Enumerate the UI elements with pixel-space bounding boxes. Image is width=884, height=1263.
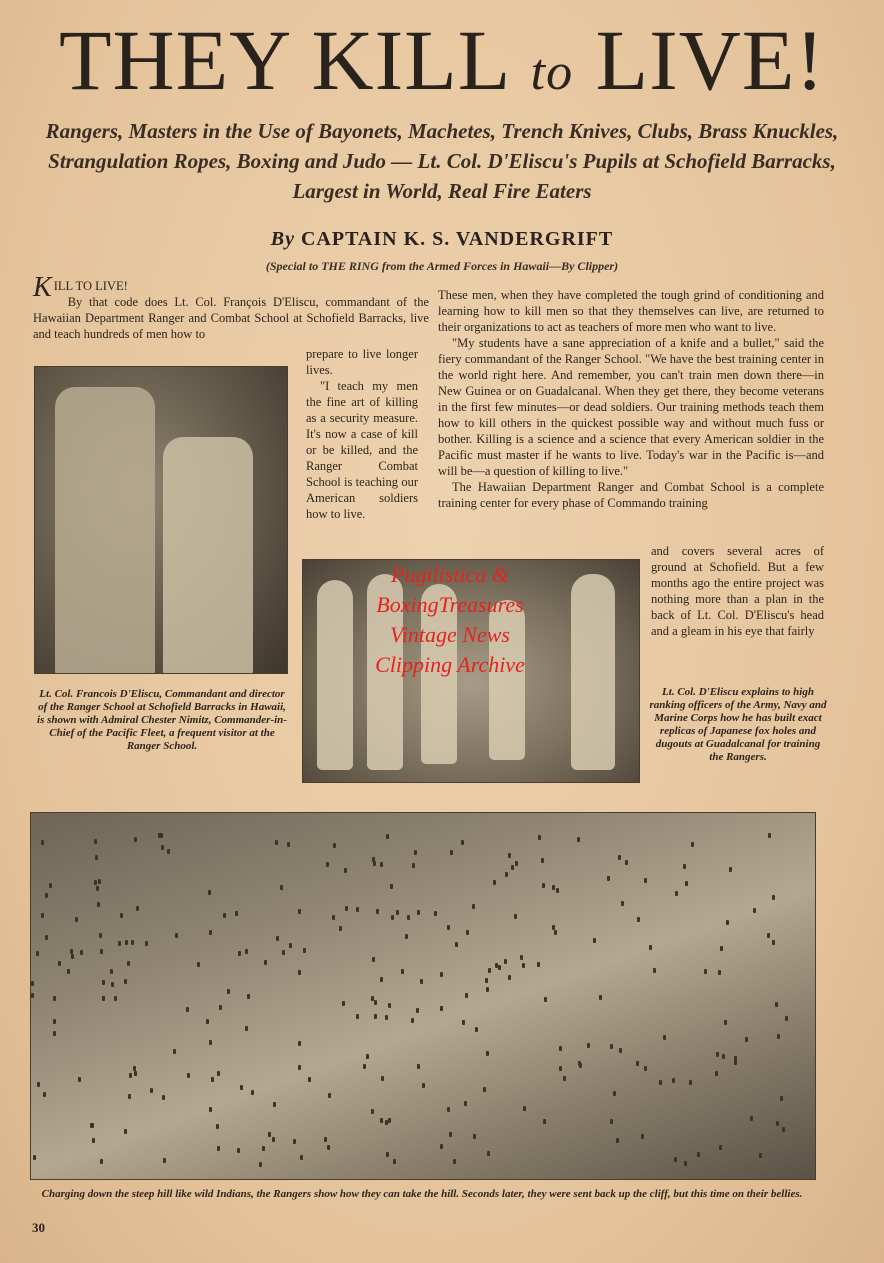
soldier-figure: [440, 1144, 443, 1149]
soldier-figure: [187, 1073, 190, 1078]
soldier-figure: [407, 915, 410, 920]
soldier-figure: [729, 867, 732, 872]
soldier-figure: [328, 1093, 331, 1098]
soldier-figure: [209, 1107, 212, 1112]
soldier-figure: [287, 842, 290, 847]
soldier-figure: [45, 893, 48, 898]
soldier-figure: [94, 839, 97, 844]
soldier-figure: [380, 977, 383, 982]
article-lead: ILL TO LIVE!: [53, 279, 128, 293]
soldier-figure: [554, 930, 557, 935]
soldier-figure: [396, 910, 399, 915]
headline-part-3: LIVE!: [573, 12, 826, 108]
soldier-figure: [613, 1091, 616, 1096]
article-column-right-narrow: [651, 543, 824, 639]
soldier-figure: [124, 979, 127, 984]
soldier-figure: [303, 948, 306, 953]
soldier-figure: [237, 1148, 240, 1153]
soldier-figure: [683, 864, 686, 869]
soldier-figure: [607, 876, 610, 881]
soldier-figure: [388, 1118, 391, 1123]
headline-part-2: to: [530, 44, 574, 101]
figure-officer-left: [55, 387, 155, 674]
soldier-figure: [209, 930, 212, 935]
soldier-figure: [289, 943, 292, 948]
soldier-figure: [505, 872, 508, 877]
soldier-figure: [716, 1052, 719, 1057]
soldier-figure: [53, 1019, 56, 1024]
soldier-figure: [473, 1134, 476, 1139]
soldier-figure: [245, 949, 248, 954]
soldier-figure: [718, 970, 721, 975]
soldier-figure: [440, 1006, 443, 1011]
photo-rangers-charging-hill: [30, 812, 816, 1180]
soldier-figure: [223, 913, 226, 918]
soldier-figure: [114, 996, 117, 1001]
soldier-figure: [453, 1159, 456, 1164]
soldier-figure: [386, 834, 389, 839]
soldier-figure: [726, 920, 729, 925]
soldier-figure: [94, 880, 97, 885]
soldier-figure: [777, 1034, 780, 1039]
soldier-figure: [559, 1066, 562, 1071]
soldier-figure: [464, 1101, 467, 1106]
soldier-figure: [333, 843, 336, 848]
soldier-figure: [522, 963, 525, 968]
soldier-figure: [780, 1096, 783, 1101]
soldier-figure: [247, 994, 250, 999]
soldier-figure: [332, 915, 335, 920]
soldier-figure: [417, 910, 420, 915]
soldier-figure: [768, 833, 771, 838]
soldier-figure: [273, 1102, 276, 1107]
soldier-figure: [420, 979, 423, 984]
soldier-figure: [356, 1014, 359, 1019]
soldier-figure: [128, 1094, 131, 1099]
soldier-figure: [186, 1007, 189, 1012]
soldier-figure: [111, 982, 114, 987]
soldier-figure: [621, 901, 624, 906]
soldier-figure: [486, 1051, 489, 1056]
soldier-figure: [374, 1000, 377, 1005]
soldier-figure: [100, 949, 103, 954]
soldier-figure: [577, 837, 580, 842]
page-number: 30: [32, 1220, 45, 1235]
soldier-figure: [487, 1151, 490, 1156]
article-paragraph-4: "My students have a sane appreciation of a knife and a bullet," said the fiery commandant of the Ranger School. "We have the best training center in the world right here. And remember, you can't train men down there—in New Guinea or on Guadalcanal. When they get there, they become veterans in the first few minutes—or dead soldiers. Our training methods teach them how to kill others in the quickest possible way and without much fuss or bother. Killing is a science and a science that every American soldier in the Pacific must master if he wants to live. Today's war in the Pacific is—and will be—a question of killing to live.": [438, 336, 824, 478]
soldier-figure: [125, 940, 128, 945]
soldier-figure: [92, 1138, 95, 1143]
soldier-figure: [495, 963, 498, 968]
soldier-figure: [538, 835, 541, 840]
soldier-figure: [133, 1066, 136, 1071]
soldier-figure: [772, 895, 775, 900]
soldier-figure: [636, 1061, 639, 1066]
soldier-figure: [45, 935, 48, 940]
soldier-figure: [53, 1031, 56, 1036]
soldier-figure: [134, 837, 137, 842]
soldier-figure: [150, 1088, 153, 1093]
soldier-figure: [719, 1145, 722, 1150]
soldier-figure: [380, 1118, 383, 1123]
soldier-figure: [455, 942, 458, 947]
soldier-figure: [136, 906, 139, 911]
soldier-figure: [386, 1152, 389, 1157]
soldier-figure: [511, 865, 514, 870]
soldier-figure: [71, 954, 74, 959]
soldier-figure: [160, 833, 163, 838]
soldier-figure: [251, 1090, 254, 1095]
soldier-figure: [262, 1146, 265, 1151]
soldier-figure: [245, 1026, 248, 1031]
soldier-figure: [127, 961, 130, 966]
soldier-figure: [689, 1080, 692, 1085]
soldier-figure: [475, 1027, 478, 1032]
soldier-figure: [556, 888, 559, 893]
soldier-figure: [414, 850, 417, 855]
drop-cap: K: [33, 272, 52, 303]
soldier-figure: [610, 1044, 613, 1049]
soldier-figure: [785, 1016, 788, 1021]
soldier-figure: [162, 1095, 165, 1100]
soldier-figure: [33, 1155, 36, 1160]
subtitle: Rangers, Masters in the Use of Bayonets, Machetes, Trench Knives, Clubs, Brass Knuckles, Strangulation Ropes, Boxing and Judo — Lt. Col. D'Eliscu's Pupils at Schofield Barracks, Largest in World, Real Fire Eaters: [45, 119, 839, 203]
soldier-figure: [216, 1124, 219, 1129]
article-paragraph-5b: and covers several acres of ground at Schofield. But a few months ago the entire project was nothing more than a plan in the back of Lt. Col. D'Eliscu's head and a gleam in his eye that fairly: [651, 544, 824, 638]
soldier-figure: [371, 996, 374, 1001]
soldier-figure: [691, 842, 694, 847]
soldier-figure: [53, 996, 56, 1001]
soldier-figure: [544, 997, 547, 1002]
article-paragraph-2: "I teach my men the fine art of killing as a security measure. It's now a case of kill or be killed, and the Ranger Combat School is teaching our American soldiers how to live.: [306, 379, 418, 521]
soldier-figure: [90, 1123, 93, 1128]
article-column-left-top: [33, 272, 429, 342]
soldier-figure: [102, 980, 105, 985]
soldier-figure: [641, 1134, 644, 1139]
headline: [0, 10, 884, 123]
soldier-figure: [675, 891, 678, 896]
soldier-figure: [124, 1129, 127, 1134]
soldier-figure: [619, 1048, 622, 1053]
soldier-figure: [520, 955, 523, 960]
soldier-figure: [385, 1015, 388, 1020]
soldier-figure: [552, 885, 555, 890]
soldier-figure: [411, 1018, 414, 1023]
soldier-figure: [264, 960, 267, 965]
soldier-figure: [593, 938, 596, 943]
soldier-figure: [376, 909, 379, 914]
soldier-figure: [715, 1071, 718, 1076]
soldier-figure: [110, 969, 113, 974]
soldier-figure: [276, 936, 279, 941]
soldier-figure: [282, 950, 285, 955]
soldier-figure: [31, 981, 34, 986]
soldier-figure: [488, 968, 491, 973]
soldier-figure: [95, 855, 98, 860]
soldier-figure: [450, 850, 453, 855]
soldier-figure: [131, 940, 134, 945]
soldier-figure: [100, 1159, 103, 1164]
soldier-figure: [659, 1080, 662, 1085]
soldier-figure: [175, 933, 178, 938]
soldier-figure: [324, 1137, 327, 1142]
soldier-figure: [753, 908, 756, 913]
soldier-figure: [373, 861, 376, 866]
watermark-line-4: Clipping Archive: [375, 652, 525, 677]
soldier-figure: [541, 858, 544, 863]
byline: [0, 228, 884, 251]
soldier-figure: [734, 1060, 737, 1065]
soldier-figure: [308, 1077, 311, 1082]
soldier-figure: [97, 902, 100, 907]
article-paragraph-1b: prepare to live longer lives.: [306, 347, 418, 377]
soldier-figure: [653, 968, 656, 973]
soldier-figure: [206, 1019, 209, 1024]
soldier-figure: [775, 1002, 778, 1007]
soldier-figure: [298, 1041, 301, 1046]
watermark: [300, 560, 600, 680]
caption-photo-1: Lt. Col. Francois D'Eliscu, Commandant and director of the Ranger School at Schofield Barracks in Hawaii, is shown with Admiral Chester Nimitz, Commander-in-Chief of the Pacific Fleet, a frequent visitor at the Ranger School.: [37, 688, 287, 752]
caption-photo-2: Lt. Col. D'Eliscu explains to high ranking officers of the Army, Navy and Marine Corps how he has built exact replicas of Japanese fox holes and dugouts at Guadalcanal for training the Rangers.: [649, 686, 827, 763]
soldier-figure: [697, 1152, 700, 1157]
article-column-right: [438, 287, 824, 511]
soldier-figure: [268, 1132, 271, 1137]
soldier-figure: [508, 975, 511, 980]
soldier-figure: [120, 913, 123, 918]
soldier-figure: [327, 1145, 330, 1150]
soldier-figure: [217, 1071, 220, 1076]
soldier-figure: [259, 1162, 262, 1167]
soldier-figure: [363, 1064, 366, 1069]
soldier-figure: [722, 1054, 725, 1059]
byline-by: By: [270, 228, 295, 250]
soldier-figure: [401, 969, 404, 974]
soldier-figure: [578, 1061, 581, 1066]
soldier-figure: [422, 1083, 425, 1088]
soldier-figure: [167, 849, 170, 854]
headline-part-1: THEY KILL: [58, 12, 531, 108]
special-note: (Special to THE RING from the Armed Forces in Hawaii—By Clipper): [265, 259, 619, 273]
soldier-figure: [750, 1116, 753, 1121]
soldier-figure: [543, 1119, 546, 1124]
soldier-figure: [163, 1158, 166, 1163]
soldier-figure: [211, 1077, 214, 1082]
soldier-figure: [461, 840, 464, 845]
soldier-figure: [240, 1085, 243, 1090]
soldier-figure: [704, 969, 707, 974]
soldier-figure: [685, 881, 688, 886]
soldier-figure: [381, 1076, 384, 1081]
soldier-figure: [339, 926, 342, 931]
soldier-figure: [41, 913, 44, 918]
soldier-figure: [405, 934, 408, 939]
soldier-figure: [674, 1157, 677, 1162]
watermark-line-2: BoxingTreasures: [376, 592, 524, 617]
soldier-figure: [644, 878, 647, 883]
soldier-figure: [465, 993, 468, 998]
soldier-figure: [173, 1049, 176, 1054]
soldier-figure: [326, 862, 329, 867]
soldier-figure: [342, 1001, 345, 1006]
soldier-figure: [345, 906, 348, 911]
soldier-figure: [447, 1107, 450, 1112]
soldier-figure: [434, 911, 437, 916]
soldier-figure: [390, 884, 393, 889]
soldier-figure: [767, 933, 770, 938]
soldier-figure: [80, 950, 83, 955]
photo-nimitz-deliscu: [34, 366, 288, 674]
soldier-figure: [227, 989, 230, 994]
soldier-figure: [449, 1132, 452, 1137]
soldier-figure: [78, 1077, 81, 1082]
soldier-figure: [393, 1159, 396, 1164]
soldier-figure: [98, 879, 101, 884]
watermark-line-1: Pugilistica &: [391, 562, 509, 587]
article-column-narrow: [306, 346, 418, 522]
soldier-figure: [772, 940, 775, 945]
soldier-figure: [380, 862, 383, 867]
soldier-figure: [515, 861, 518, 866]
soldier-figure: [493, 880, 496, 885]
byline-author: CAPTAIN K. S. VANDERGRIFT: [300, 228, 614, 250]
soldier-figure: [776, 1121, 779, 1126]
soldier-figure: [371, 1109, 374, 1114]
soldier-figure: [219, 1005, 222, 1010]
soldier-figure: [672, 1078, 675, 1083]
soldier-figure: [238, 951, 241, 956]
soldier-figure: [298, 970, 301, 975]
soldier-figure: [298, 1065, 301, 1070]
soldier-figure: [663, 1035, 666, 1040]
soldier-figure: [537, 962, 540, 967]
soldier-figure: [102, 996, 105, 1001]
soldier-figure: [745, 1037, 748, 1042]
soldier-figure: [616, 1138, 619, 1143]
soldier-figure: [235, 911, 238, 916]
soldier-figure: [649, 945, 652, 950]
soldier-figure: [637, 917, 640, 922]
soldier-figure: [587, 1043, 590, 1048]
soldier-figure: [41, 840, 44, 845]
soldier-figure: [412, 863, 415, 868]
soldier-figure: [466, 930, 469, 935]
soldier-figure: [504, 959, 507, 964]
article-paragraph-3: These men, when they have completed the tough grind of conditioning and learning how to kill men so that they themselves can live, are returned to their organizations to act as teachers of more men who want to live.: [438, 288, 824, 334]
soldier-figure: [440, 972, 443, 977]
soldier-figure: [356, 907, 359, 912]
soldier-figure: [67, 969, 70, 974]
soldier-figure: [36, 951, 39, 956]
caption-photo-3: Charging down the steep hill like wild Indians, the Rangers show how they can take the hill. Seconds later, they were sent back up the cliff, but this time on their bellies.: [41, 1188, 803, 1200]
soldier-figure: [366, 1054, 369, 1059]
soldier-figure: [145, 941, 148, 946]
soldier-figure: [75, 917, 78, 922]
soldier-figure: [759, 1153, 762, 1158]
soldier-figure: [485, 978, 488, 983]
soldier-figure: [416, 1008, 419, 1013]
soldier-figure: [514, 914, 517, 919]
soldier-figure: [388, 1003, 391, 1008]
article-paragraph-5a: The Hawaiian Department Ranger and Combat School is a complete training center for every phase of Commando training: [438, 480, 824, 510]
soldier-figure: [209, 1040, 212, 1045]
soldier-figure: [293, 1139, 296, 1144]
soldier-figure: [684, 1161, 687, 1166]
soldier-figure: [644, 1066, 647, 1071]
soldier-figure: [498, 965, 501, 970]
soldier-figure: [391, 915, 394, 920]
soldier-figure: [523, 1106, 526, 1111]
article-paragraph-1: By that code does Lt. Col. François D'Eliscu, commandant of the Hawaiian Department Ranger and Combat School at Schofield Barracks, live and teach hundreds of men how to: [33, 295, 429, 341]
soldier-figure: [272, 1137, 275, 1142]
soldier-figure: [37, 1082, 40, 1087]
soldier-figure: [129, 1073, 132, 1078]
soldier-figure: [610, 1119, 613, 1124]
soldier-figure: [197, 962, 200, 967]
soldier-figure: [49, 883, 52, 888]
watermark-line-3: Vintage News: [390, 622, 510, 647]
soldier-figure: [118, 941, 121, 946]
soldier-figure: [161, 845, 164, 850]
soldier-figure: [563, 1076, 566, 1081]
soldier-figure: [58, 961, 61, 966]
soldier-figure: [720, 946, 723, 951]
soldier-figure: [217, 1146, 220, 1151]
figure-officer-right: [163, 437, 253, 674]
soldier-figure: [31, 993, 34, 998]
soldier-figure: [599, 995, 602, 1000]
soldier-figure: [472, 904, 475, 909]
soldier-figure: [486, 987, 489, 992]
soldier-figure: [280, 885, 283, 890]
soldier-figure: [99, 933, 102, 938]
soldier-figure: [447, 925, 450, 930]
soldier-figure: [275, 840, 278, 845]
soldier-figure: [462, 1020, 465, 1025]
soldier-figure: [625, 860, 628, 865]
soldier-figure: [374, 1014, 377, 1019]
soldier-figure: [782, 1127, 785, 1132]
soldier-figure: [70, 949, 73, 954]
soldier-figure: [508, 853, 511, 858]
soldier-figure: [542, 883, 545, 888]
soldier-figure: [618, 855, 621, 860]
soldier-figure: [134, 1071, 137, 1076]
soldier-figure: [483, 1087, 486, 1092]
soldier-figure: [724, 1020, 727, 1025]
soldier-figure: [417, 1064, 420, 1069]
soldier-figure: [298, 909, 301, 914]
soldier-figure: [96, 886, 99, 891]
soldier-figure: [208, 890, 211, 895]
soldier-figure: [43, 1092, 46, 1097]
soldier-figure: [372, 957, 375, 962]
soldier-figure: [300, 1155, 303, 1160]
soldier-figure: [344, 868, 347, 873]
soldier-figure: [559, 1046, 562, 1051]
